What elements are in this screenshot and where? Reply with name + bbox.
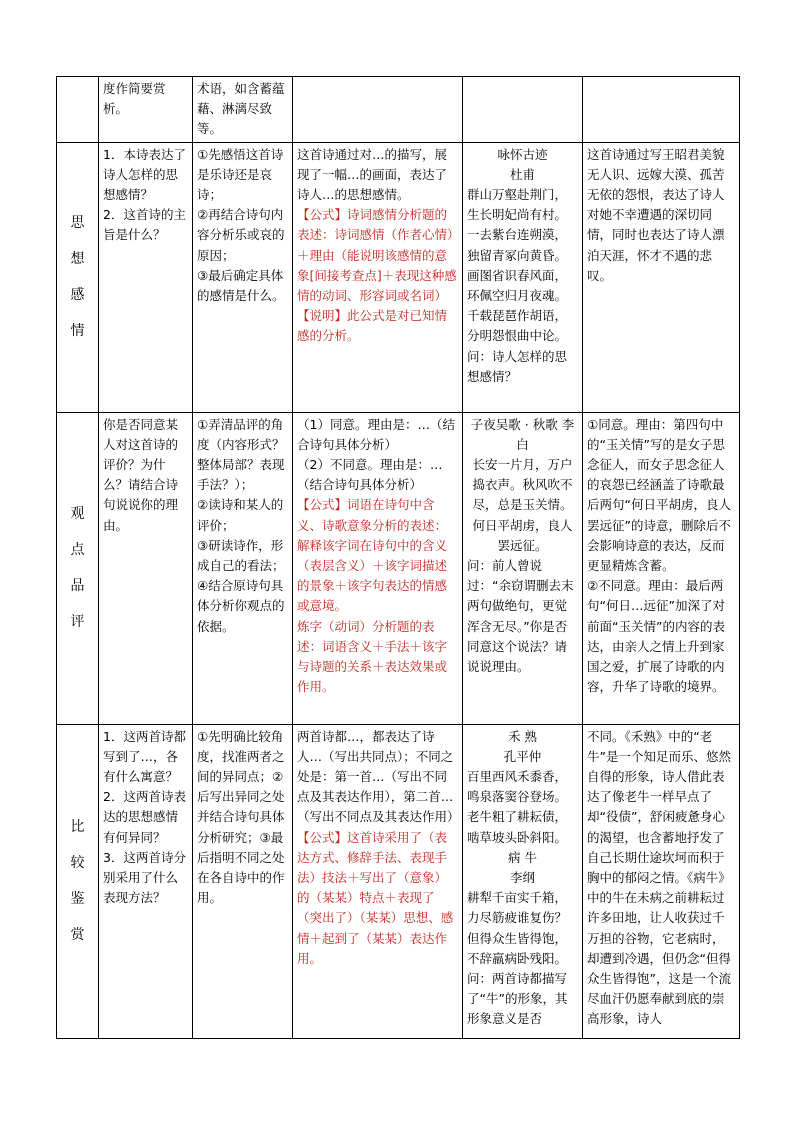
cell-text: 你是否同意某人对这首诗的评价？为什么？请结合诗句说说你的理由。 <box>103 416 179 533</box>
cell-text: 1．这两首诗都写到了…，各有什么寓意？ <box>103 728 186 785</box>
cell-text: 子夜吴歌 · 秋歌 李白 <box>470 416 575 452</box>
category-cell <box>57 77 99 143</box>
cell-text: ①弄清品评的角度（内容形式？整体局部？表现手法？）； <box>197 416 285 493</box>
category-char: 赏 <box>70 927 85 944</box>
category-char: 比 <box>70 819 85 836</box>
cell-text: 问：两首诗都描写了“牛”的形象，其形象意义是否 <box>467 971 568 1027</box>
table-row <box>57 142 740 412</box>
category-char: 品 <box>70 578 85 595</box>
cell-text: （1）同意。理由是：…（结合诗句具体分析） <box>297 416 455 452</box>
cell-text: ②读诗和某人的评价； <box>197 497 284 533</box>
cell-text: 杜甫 <box>509 166 535 182</box>
cell-text: 长安一片月，万户捣衣声。秋风吹不尽，总是玉关情。何日平胡虏，良人罢远征。 <box>472 457 573 553</box>
cell-text: 孔平仲 <box>503 748 542 764</box>
question-cell <box>99 77 193 143</box>
cell-text: 禾 熟 <box>508 728 537 744</box>
cell-text: 度作简要赏析。 <box>103 81 166 117</box>
category-char: 感 <box>70 287 85 304</box>
cell-text: 这首诗通过对…的描写，展现了一幅…的画面，表达了诗人…的思想感情。 <box>297 146 448 203</box>
reference-answer-cell <box>583 724 740 1038</box>
cell-text: ②不同意。理由：最后两句“何日…远征”加深了对前面“玉关情”的内容的表达，由亲人之情上升到家国之爱，扩展了诗歌的内容，升华了诗歌的境界。 <box>587 578 725 695</box>
cell-text: ①先感悟这首诗是乐诗还是哀诗； <box>197 146 284 203</box>
method-cell <box>193 412 293 724</box>
cell-text: ④结合原诗句具体分析你观点的依据。 <box>197 578 285 634</box>
example-poem-cell <box>463 412 583 724</box>
cell-text: 耕犁千亩实千箱，力尽筋疲谁复伤？但得众生皆得饱，不辞羸病卧残阳。 <box>467 890 568 966</box>
category-char: 思 <box>70 215 85 232</box>
cell-text: 2．这两首诗表达的思想感情有何异同？ <box>103 789 186 845</box>
method-cell <box>193 724 293 1038</box>
category-cell <box>57 412 99 724</box>
category-char: 观 <box>70 506 85 523</box>
cell-text: 咏怀古迹 <box>497 146 548 162</box>
reference-answer-cell <box>583 142 740 412</box>
cell-text: 问：前人曾说过：“余窃谓删去末两句做绝句，更觉浑含无尽。”你是否同意这个说法？请说说理由。 <box>467 558 574 675</box>
cell-text: 问：诗人怎样的思想感情？ <box>467 348 568 384</box>
example-poem-cell <box>463 724 583 1038</box>
category-cell <box>57 724 99 1038</box>
table-row <box>57 412 740 724</box>
question-cell <box>99 142 193 412</box>
cell-text: ①先明确比较角度，找准两者之间的异同点；②后写出异同之处并结合诗句具体分析研究；③最后指明不同之处在各自诗中的作用。 <box>197 728 285 906</box>
formula-text: 炼字（动词）分析题的表述：词语含义＋手法＋该字与诗题的关系＋表达效果或作用。 <box>297 618 448 695</box>
formula-text: 【说明】此公式是对已知情感的分析。 <box>297 308 448 344</box>
cell-text: ③研读诗作，形成自己的看法； <box>197 537 285 574</box>
cell-text: 术语，如含蓄蕴藉、淋漓尽致等。 <box>197 81 285 137</box>
answer-template-cell <box>293 142 463 412</box>
category-char: 想 <box>70 251 85 268</box>
question-cell <box>99 412 193 724</box>
cell-text: 这首诗通过写王昭君美貌无人识、远嫁大漠、孤苦无依的怨恨，表达了诗人对她不幸遭遇的深切同情，同时也表达了诗人漂泊天涯，怀才不遇的悲叹。 <box>587 146 725 283</box>
cell-text: ③最后确定具体的感情是什么。 <box>197 267 285 304</box>
appreciation-method-table <box>56 76 740 1039</box>
reference-answer-cell <box>583 412 740 724</box>
answer-template-cell <box>293 412 463 724</box>
category-cell <box>57 142 99 412</box>
category-char: 点 <box>70 542 85 559</box>
cell-text: 两首诗都…，都表达了诗人…（写出共同点）；不同之处是：第一首…（写出不同点及其表达作用），第二首…（写出不同点及其表达作用） <box>297 728 460 825</box>
cell-text: ②再结合诗句内容分析乐或哀的原因； <box>197 207 285 263</box>
cell-text: 2．这首诗的主旨是什么？ <box>103 207 186 243</box>
cell-text: （2）不同意。理由是：…（结合诗句具体分析） <box>297 457 443 493</box>
method-cell <box>193 142 293 412</box>
table-row <box>57 724 740 1038</box>
category-char: 评 <box>70 614 85 631</box>
cell-text: 群山万壑赴荆门，生长明妃尚有村。一去紫台连朔漠，独留青冢向黄昏。画图省识春风面，环佩空归月夜魂。千载琵琶作胡语，分明怨恨曲中论。 <box>467 187 568 344</box>
table-row <box>57 77 740 143</box>
cell-text: ①同意。理由：第四句中的“玉关情”写的是女子思念征人，而女子思念征人的哀怨已经涵盖了诗歌最后两句“何日平胡虏，良人罢远征”的诗意，删除后不会影响诗意的表达，反而更显精炼含蓄。 <box>587 416 731 574</box>
question-cell <box>99 724 193 1038</box>
cell-text: 李纲 <box>509 870 535 886</box>
formula-text: 【公式】诗词感情分析题的表述：诗词感情（作者心情）＋理由（能说明该感情的意象[间接考查点]＋表现这种感情的动词、形容词或名词） <box>297 207 457 304</box>
cell-text: 百里西风禾黍香，鸣泉落窦谷登场。老牛粗了耕耘债，啮草坡头卧斜阳。 <box>467 769 568 845</box>
cell-text: 1．本诗表达了诗人怎样的思想感情？ <box>103 146 186 203</box>
answer-template-cell <box>293 724 463 1038</box>
reference-answer-cell <box>583 77 740 143</box>
cell-text: 病 牛 <box>508 849 537 865</box>
example-poem-cell <box>463 77 583 143</box>
answer-template-cell <box>293 77 463 143</box>
category-char: 较 <box>70 855 85 872</box>
method-cell <box>193 77 293 143</box>
cell-text: 3．这两首诗分别采用了什么表现方法？ <box>103 849 186 906</box>
formula-text: 【公式】词语在诗句中含义、诗歌意象分析的表述：解释该字词在诗句中的含义（表层含义）＋该字词描述的景象＋该字句表达的情感或意境。 <box>297 497 448 614</box>
category-char: 鉴 <box>70 891 85 908</box>
category-char: 情 <box>70 323 85 340</box>
formula-text: 【公式】这首诗采用了（表达方式、修辞手法、表现手法）技法＋写出了（意象）的（某某）特点＋表现了（突出了）（某某）思想、感情＋起到了（某某）表达作用。 <box>297 829 454 966</box>
cell-text: 不同。《禾熟》中的“老牛”是一个知足而乐、悠然自得的形象，诗人借此表达了像老牛一样早点了却“役债”，舒闲疲惫身心的渴望，也含蓄地抒发了自己长期仕途坎坷而积于胸中的郁闷之情。《病牛》中的牛在未病之前耕耘过许多田地，让人收获过千万担的谷物，它老病时，却遭到冷遇，但仍念“但得众生皆得饱”，这是一个流尽血汗仍愿奉献到底的崇高形象，诗人 <box>587 728 731 1027</box>
example-poem-cell <box>463 142 583 412</box>
